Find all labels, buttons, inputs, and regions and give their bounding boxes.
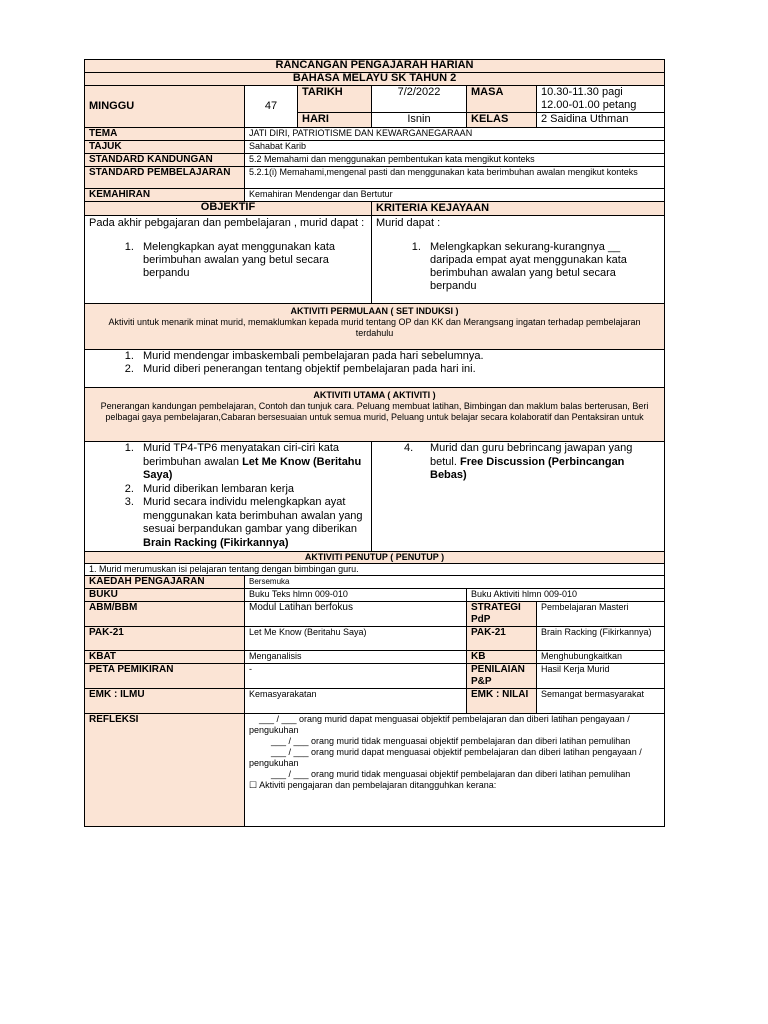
standard-pembelajaran-label: STANDARD PEMBELAJARAN (85, 167, 245, 189)
utama-description: Penerangan kandungan pembelajaran, Contoh dan tunjuk cara. Peluang membuat latihan, Bimbingan dan maklum balas berterusan, Beri pelbagai gaya pembelajaran,Cabaran bersesuaian untuk semua murid, Peluang untuk belajar secara kolaboratif dan Pentaksiran untuk (100, 401, 649, 422)
buku-aktiviti-value: Buku Aktiviti hlmn 009-010 (467, 589, 665, 602)
kbat-value: Menganalisis (245, 651, 467, 664)
penutup-item: 1. Murid merumuskan isi pelajaran tentang dengan bimbingan guru. (85, 564, 665, 576)
penutup-title: AKTIVITI PENUTUP ( PENUTUP ) (85, 552, 665, 564)
lesson-plan-table (84, 59, 665, 827)
refleksi-content (245, 714, 665, 827)
pak21-label: PAK-21 (85, 627, 245, 651)
utama-item-text: Murid dan guru bebrincang jawapan yang betul. (430, 442, 633, 468)
permulaan-item: 1. Murid mendengar imbaskembali pembelajaran pada hari sebelumnya. (137, 350, 660, 363)
strategi-label: STRATEGI PdP (467, 602, 537, 627)
objektif-header: OBJEKTIF (85, 202, 372, 216)
kelas-label: KELAS (467, 113, 537, 128)
penilaian-value: Hasil Kerja Murid (537, 664, 665, 689)
permulaan-description: Aktiviti untuk menarik minat murid, memaklumkan kepada murid tentang OP dan KK dan Merangsang ingatan terhadap pembelajaran terdahulu (108, 317, 641, 338)
utama-activities-left (85, 442, 372, 552)
strategi-value: Pembelajaran Masteri (537, 602, 665, 627)
emk-nilai-value: Semangat bermasyarakat (537, 689, 665, 714)
utama-title: AKTIVITI UTAMA ( AKTIVITI ) (313, 390, 436, 400)
standard-kandungan-label: STANDARD KANDUNGAN (85, 154, 245, 167)
utama-item: 2. Murid diberikan lembaran kerja (137, 483, 367, 497)
tajuk-value: Sahabat Karib (245, 141, 665, 154)
tema-label: TEMA (85, 128, 245, 141)
masa-value (537, 86, 665, 113)
abm-value: Modul Latihan berfokus (245, 602, 467, 627)
utama-section (85, 388, 665, 442)
buku-teks-value: Buku Teks hlmn 009-010 (245, 589, 467, 602)
minggu-label: MINGGU (85, 86, 245, 128)
hari-value: Isnin (372, 113, 467, 128)
standard-kandungan-value: 5.2 Memahami dan menggunakan pembentukan kata mengikut konteks (245, 154, 665, 167)
kbat-label: KBAT (85, 651, 245, 664)
refleksi-postponed-line: ☐ Aktiviti pengajaran dan pembelajaran ditangguhkan kerana: (249, 780, 497, 790)
pak21-value-2: Brain Racking (Fikirkannya) (537, 627, 665, 651)
permulaan-title: AKTIVITI PERMULAAN ( SET INDUKSI ) (290, 306, 459, 316)
permulaan-activities (85, 350, 665, 388)
peta-pemikiran-value: - (245, 664, 467, 689)
utama-item-strategy: Let Me Know (Beritahu Saya) (143, 455, 362, 481)
refleksi-line: ___ / ___ orang murid tidak menguasai objektif pembelajaran dan diberi latihan pemulihan (271, 769, 631, 779)
kriteria-header: KRITERIA KEJAYAAN (372, 202, 665, 216)
kemahiran-value: Kemahiran Mendengar dan Bertutur (245, 189, 665, 202)
utama-activities-right (372, 442, 665, 552)
refleksi-line: ___ / ___ orang murid tidak menguasai objektif pembelajaran dan diberi latihan pemulihan (271, 736, 631, 746)
kb-value: Menghubungkaitkan (537, 651, 665, 664)
tema-value: JATI DIRI, PATRIOTISME DAN KEWARGANEGARAAN (245, 128, 665, 141)
tarikh-value: 7/2/2022 (372, 86, 467, 113)
utama-item-strategy: Free Discussion (Perbincangan Bebas) (430, 455, 625, 481)
emk-ilmu-label: EMK : ILMU (85, 689, 245, 714)
utama-item (137, 442, 367, 483)
penilaian-label: PENILAIAN P&P (467, 664, 537, 689)
kriteria-list (376, 241, 660, 293)
utama-item-strategy: Brain Racking (Fikirkannya) (143, 536, 289, 549)
objektif-intro: Pada akhir pebgajaran dan pembelajaran , murid dapat : (89, 217, 365, 229)
refleksi-label: REFLEKSI (85, 714, 245, 827)
kriteria-content (372, 216, 665, 304)
tajuk-label: TAJUK (85, 141, 245, 154)
masa-value-afternoon: 12.00-01.00 petang (541, 99, 637, 111)
kemahiran-label: KEMAHIRAN (85, 189, 245, 202)
objektif-list (89, 241, 367, 280)
refleksi-line: ___ / ___ orang murid dapat menguasai objektif pembelajaran dan diberi latihan pengayaan / pengukuhan (249, 747, 642, 768)
pak21-value: Let Me Know (Beritahu Saya) (245, 627, 467, 651)
document-subtitle: BAHASA MELAYU SK TAHUN 2 (85, 73, 665, 86)
utama-item (137, 496, 367, 550)
permulaan-item: 2. Murid diberi penerangan tentang objektif pembelajaran pada hari ini. (137, 363, 660, 376)
masa-label: MASA (467, 86, 537, 113)
refleksi-line: ___ / ___ orang murid dapat menguasai objektif pembelajaran dan diberi latihan pengayaan / pengukuhan (249, 714, 630, 735)
emk-nilai-label: EMK : NILAI (467, 689, 537, 714)
document-title: RANCANGAN PENGAJARAH HARIAN (85, 60, 665, 73)
kriteria-intro: Murid dapat : (376, 217, 441, 229)
emk-ilmu-value: Kemasyarakatan (245, 689, 467, 714)
lesson-plan-document (84, 59, 664, 827)
kelas-value: 2 Saidina Uthman (537, 113, 665, 128)
buku-label: BUKU (85, 589, 245, 602)
kriteria-item: 1. Melengkapkan sekurang-kurangnya __ daripada empat ayat menggunakan kata berimbuhan awalan yang betul secara berpandu (424, 241, 660, 293)
hari-label: HARI (298, 113, 372, 128)
minggu-value: 47 (245, 86, 298, 128)
standard-pembelajaran-value: 5.2.1(i) Memahami,mengenal pasti dan menggunakan kata berimbuhan awalan mengikut konteks (245, 167, 665, 189)
permulaan-section (85, 304, 665, 350)
utama-item-number: 4. (404, 442, 414, 454)
utama-item-text: Murid TP4-TP6 menyatakan ciri-ciri kata berimbuhan awalan (143, 442, 340, 468)
utama-list-continued (376, 442, 660, 483)
objektif-item: 1. Melengkapkan ayat menggunakan kata berimbuhan awalan yang betul secara berpandu (137, 241, 367, 280)
permulaan-list (89, 350, 660, 376)
kb-label: KB (467, 651, 537, 664)
utama-item (404, 442, 660, 483)
peta-pemikiran-label: PETA PEMIKIRAN (85, 664, 245, 689)
masa-value-morning: 10.30-11.30 pagi (541, 86, 623, 98)
tarikh-label: TARIKH (298, 86, 372, 113)
kaedah-label: KAEDAH PENGAJARAN (85, 576, 245, 589)
pak21-label-2: PAK-21 (467, 627, 537, 651)
kaedah-value: Bersemuka (245, 576, 665, 589)
objektif-content (85, 216, 372, 304)
abm-label: ABM/BBM (85, 602, 245, 627)
utama-list (89, 442, 367, 550)
utama-item-text: Murid secara individu melengkapkan ayat menggunakan kata berimbuhan awalan yang sesuai berpandukan gambar yang diberikan (143, 496, 363, 535)
